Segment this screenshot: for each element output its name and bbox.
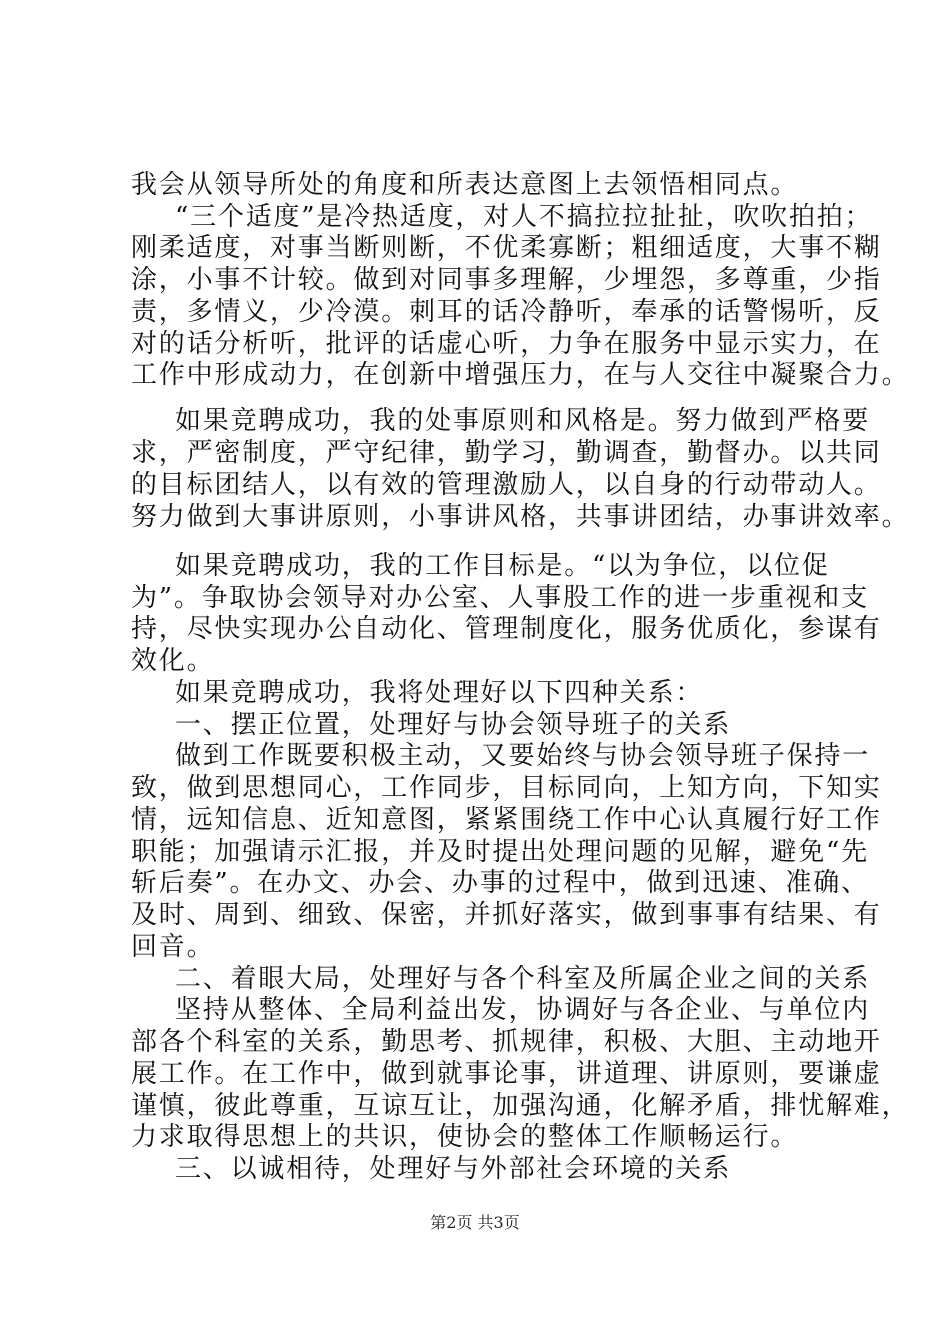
text-line: “三个适度”是冷热适度，对人不搞拉拉扯扯，吹吹拍拍； [175, 201, 873, 232]
text-line: 展工作。在工作中，做到就事论事，讲道理、讲原则，要谦虚 [131, 1058, 882, 1089]
text-line: 做到工作既要积极主动，又要始终与协会领导班子保持一 [175, 741, 871, 772]
text-line: 致，做到思想同心，工作同步，目标同向，上知方向，下知实 [131, 773, 882, 804]
text-line: 斩后奏”。在办文、办会、办事的过程中，做到迅速、准确、 [131, 868, 869, 899]
text-line: 如果竞聘成功，我的处事原则和风格是。努力做到严格要 [175, 406, 871, 437]
text-line: 涂，小事不计较。做到对同事多理解，少埋怨，多尊重，少指 [131, 265, 882, 296]
section-heading: 一、摆正位置，处理好与协会领导班子的关系 [175, 709, 732, 740]
text-line: 职能；加强请示汇报，并及时提出处理问题的见解，避免“先 [131, 836, 869, 867]
text-line: 如果竞聘成功，我的工作目标是。“以为争位，以位促 [175, 550, 830, 581]
text-line: 的目标团结人，以有效的管理激励人，以自身的行动带动人。 [131, 469, 882, 500]
section-heading: 二、着眼大局，处理好与各个科室及所属企业之间的关系 [175, 963, 871, 994]
text-line: 工作中形成动力，在创新中增强压力，在与人交往中凝聚合力。 [131, 360, 910, 391]
text-line: 我会从领导所处的角度和所表达意图上去领悟相同点。 [131, 170, 799, 200]
text-line: 努力做到大事讲原则，小事讲风格，共事讲团结，办事讲效率。 [131, 501, 910, 532]
text-line: 谨慎，彼此尊重，互谅互让，加强沟通，化解矛盾，排忧解难， [131, 1090, 910, 1121]
text-line: 力求取得思想上的共识，使协会的整体工作顺畅运行。 [131, 1122, 799, 1153]
text-line: 求，严密制度，严守纪律，勤学习，勤调查，勤督办。以共同 [131, 438, 882, 469]
text-line: 坚持从整体、全局利益出发，协调好与各企业、与单位内 [175, 995, 871, 1026]
text-line: 为”。争取协会领导对办公室、人事股工作的进一步重视和支 [131, 582, 869, 613]
text-line: 效化。 [131, 646, 215, 677]
page-footer: 第2页 共3页 [430, 1213, 520, 1232]
text-line: 及时、周到、细致、保密，并抓好落实，做到事事有结果、有 [131, 900, 882, 931]
text-line: 持，尽快实现办公自动化、管理制度化，服务优质化，参谋有 [131, 614, 882, 645]
text-line: 责，多情义，少冷漠。刺耳的话冷静听，奉承的话警惕听，反 [131, 296, 882, 327]
text-line: 刚柔适度，对事当断则断，不优柔寡断；粗细适度，大事不糊 [131, 233, 882, 264]
text-line: 部各个科室的关系，勤思考、抓规律，积极、大胆、主动地开 [131, 1027, 882, 1058]
text-line: 如果竞聘成功，我将处理好以下四种关系： [175, 677, 704, 708]
text-line: 回音。 [131, 931, 215, 962]
text-line: 情，远知信息、近知意图，紧紧围绕工作中心认真履行好工作 [131, 804, 882, 835]
text-line: 对的话分析听，批评的话虚心听，力争在服务中显示实力，在 [131, 328, 882, 359]
section-heading: 三、以诚相待，处理好与外部社会环境的关系 [175, 1154, 732, 1184]
